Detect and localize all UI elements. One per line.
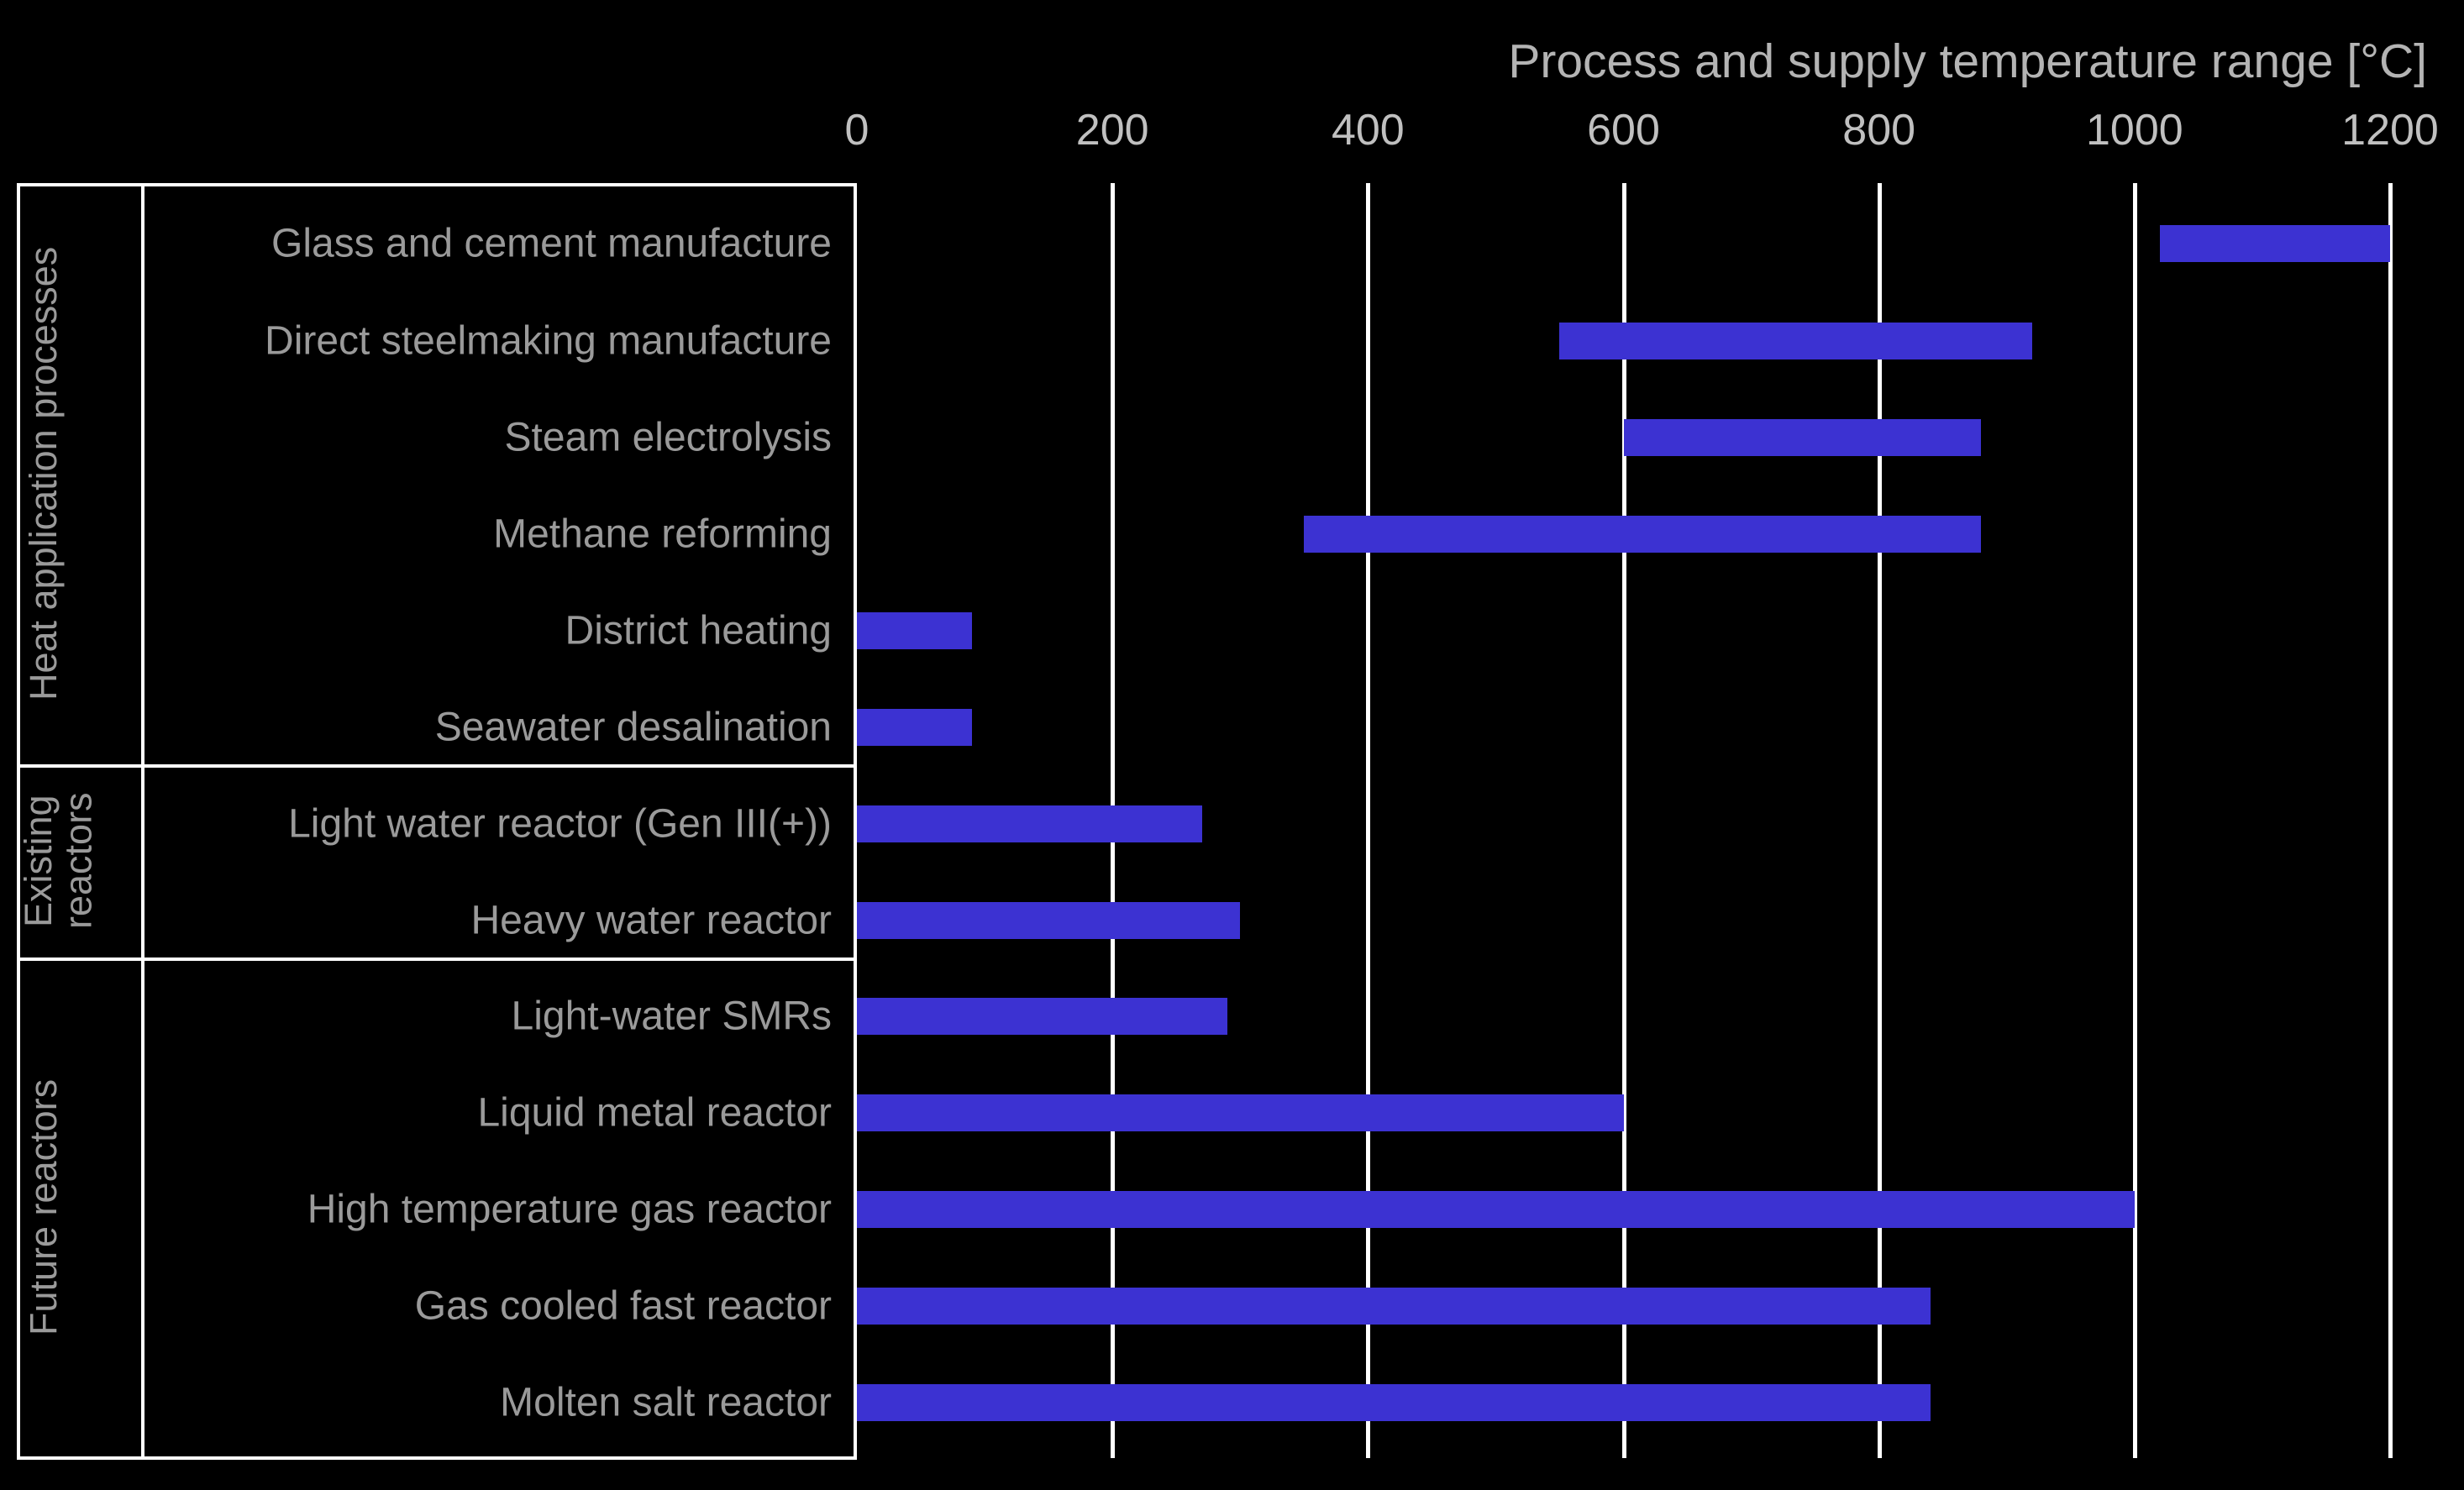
row-label-liquid-metal-reactor: Liquid metal reactor [477, 1090, 832, 1136]
bar-light-water-smrs [857, 998, 1227, 1035]
x-tick-400: 400 [1331, 106, 1405, 155]
bar-methane-reforming [1304, 516, 1981, 553]
group-label-heat-application-processes: Heat application processes [22, 246, 65, 701]
row-label-steam-electrolysis: Steam electrolysis [504, 415, 832, 460]
row-label-methane-reforming: Methane reforming [493, 512, 832, 557]
group-label-existing-reactors: Existing reactors [17, 792, 100, 930]
row-label-molten-salt-reactor: Molten salt reactor [500, 1380, 832, 1425]
bar-direct-steelmaking-manufacture [1559, 323, 2032, 359]
bar-heavy-water-reactor [857, 902, 1240, 939]
group-sep-3 [141, 957, 144, 1456]
bar-glass-and-cement-manufacture [2160, 225, 2390, 262]
row-label-light-water-reactor-gen-iii: Light water reactor (Gen III(+)) [288, 801, 832, 847]
row-label-seawater-desalination: Seawater desalination [434, 705, 832, 750]
x-tick-600: 600 [1587, 106, 1660, 155]
x-tick-800: 800 [1842, 106, 1916, 155]
bar-district-heating [857, 612, 972, 649]
x-tick-1200: 1200 [2341, 106, 2439, 155]
bar-molten-salt-reactor [857, 1384, 1931, 1421]
row-label-high-temperature-gas-reactor: High temperature gas reactor [307, 1187, 832, 1232]
gridline-800 [1878, 183, 1882, 1458]
bar-gas-cooled-fast-reactor [857, 1288, 1931, 1325]
bar-seawater-desalination [857, 709, 972, 746]
row-label-glass-and-cement-manufacture: Glass and cement manufacture [271, 221, 832, 266]
row-label-gas-cooled-fast-reactor: Gas cooled fast reactor [414, 1283, 832, 1329]
gridline-1200 [2388, 183, 2393, 1458]
frame-bottom [17, 1456, 857, 1460]
bar-steam-electrolysis [1624, 419, 1982, 456]
bar-high-temperature-gas-reactor [857, 1191, 2135, 1228]
group-sep-2 [141, 764, 144, 957]
row-label-light-water-smrs: Light-water SMRs [511, 994, 832, 1039]
group-sep-1 [141, 183, 144, 764]
gridline-400 [1366, 183, 1370, 1458]
gridline-1000 [2133, 183, 2137, 1458]
x-tick-0: 0 [844, 106, 869, 155]
x-tick-200: 200 [1075, 106, 1149, 155]
bar-liquid-metal-reactor [857, 1094, 1624, 1131]
row-label-heavy-water-reactor: Heavy water reactor [470, 898, 832, 943]
bar-light-water-reactor-gen-iii [857, 805, 1202, 842]
gridline-600 [1622, 183, 1626, 1458]
row-label-district-heating: District heating [565, 608, 832, 653]
group-label-future-reactors: Future reactors [22, 1078, 65, 1335]
chart-title: Process and supply temperature range [°C] [1508, 34, 2427, 88]
row-label-direct-steelmaking-manufacture: Direct steelmaking manufacture [265, 318, 832, 364]
x-tick-1000: 1000 [2085, 106, 2183, 155]
